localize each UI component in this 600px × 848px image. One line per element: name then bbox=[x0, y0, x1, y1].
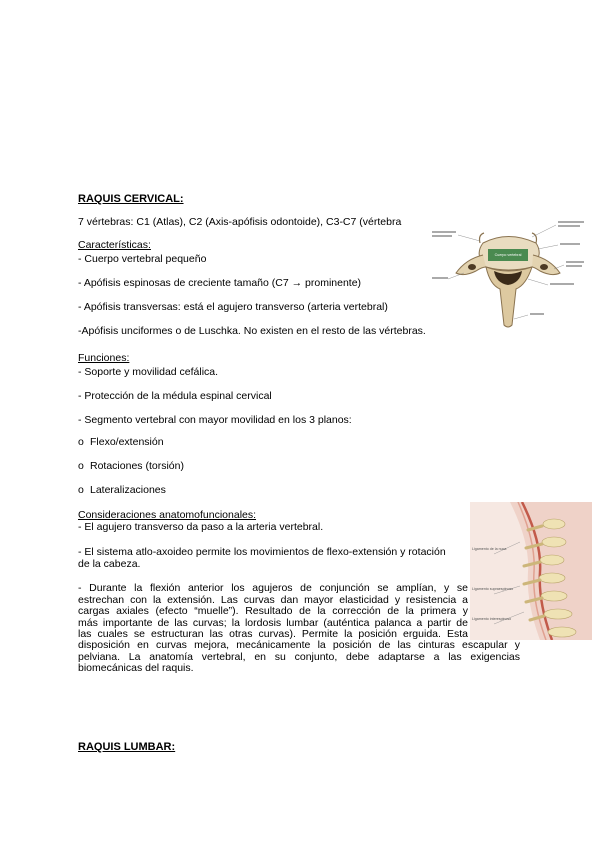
funcion-item: - Protección de la médula espinal cervical bbox=[78, 390, 272, 402]
paragraph-line: biomecánicas del raquis. bbox=[78, 662, 194, 674]
spine-label: Ligamento interespinoso bbox=[472, 617, 512, 621]
caracteristica-item: - Cuerpo vertebral pequeño bbox=[78, 253, 207, 265]
section-heading-lumbar: RAQUIS LUMBAR: bbox=[78, 741, 176, 753]
bullet: o bbox=[78, 484, 84, 496]
consideracion-paragraph bbox=[78, 583, 468, 641]
plano-item bbox=[78, 484, 166, 496]
spine-label: Ligamento de la nuca bbox=[472, 547, 507, 551]
consideracion-item: - El agujero transverso da paso a la arteria vertebral. bbox=[78, 521, 324, 533]
plano-label: Lateralizaciones bbox=[90, 484, 166, 496]
paragraph-line: disposición en curvas mejora, mecánicamente la posición de las cinturas escapular y bbox=[78, 639, 520, 651]
consideracion-item-cont: de la cabeza. bbox=[78, 558, 141, 570]
consideraciones-title: Consideraciones anatomofuncionales: bbox=[78, 509, 257, 521]
paragraph-line: - Durante la flexión anterior los agujeros de conjunción se amplían, y se bbox=[78, 582, 468, 594]
caracteristica-item: - Apófisis transversas: está el agujero transverso (arteria vertebral) bbox=[78, 301, 388, 313]
caracteristica-item: -Apófisis unciformes o de Luschka. No existen en el resto de las vértebras. bbox=[78, 325, 426, 337]
caracteristica-item: - Apófisis espinosas de creciente tamaño (C7 → prominente) bbox=[78, 277, 362, 289]
plano-label: Flexo/extensión bbox=[90, 436, 164, 448]
paragraph-line: las cuales se estructuran las otras curvas). Permite la posición erguida. Esta bbox=[78, 628, 468, 640]
caracteristicas-title: Características: bbox=[78, 239, 151, 251]
paragraph-line: pelviana. La anatomía vertebral, en su conjunto, debe adaptarse a las exigencias bbox=[78, 650, 520, 663]
vertebra-body-label: Cuerpo vertebral bbox=[494, 253, 522, 257]
paragraph-line: cargas axiales (efecto “muelle”). Resultado de la corrección de la primera y bbox=[78, 605, 468, 617]
plano-item bbox=[78, 460, 184, 472]
spine-label: Ligamento supraespinoso bbox=[472, 587, 514, 591]
plano-label: Rotaciones (torsión) bbox=[90, 460, 184, 472]
funcion-item: - Soporte y movilidad cefálica. bbox=[78, 366, 219, 378]
cervical-intro: 7 vértebras: C1 (Atlas), C2 (Axis-apófisis odontoide), C3-C7 (vértebra bbox=[78, 216, 402, 228]
bullet: o bbox=[78, 436, 84, 448]
bullet: o bbox=[78, 460, 84, 472]
plano-item bbox=[78, 436, 164, 448]
cervical-spine-image bbox=[470, 502, 592, 640]
paragraph-line: estrechan con la extensión. Las curvas dan mayor elasticidad y resistencia a bbox=[78, 593, 468, 606]
paragraph-line: más importante de las curvas; la lordosis lumbar (auténtica palanca a partir de bbox=[78, 616, 468, 629]
section-heading-cervical: RAQUIS CERVICAL: bbox=[78, 193, 184, 205]
funciones-title: Funciones: bbox=[78, 352, 130, 364]
cervical-vertebra-image bbox=[428, 215, 588, 330]
funcion-item: - Segmento vertebral con mayor movilidad en los 3 planos: bbox=[78, 414, 352, 426]
consideracion-paragraph-cont bbox=[78, 640, 520, 675]
consideracion-item: - El sistema atlo-axoideo permite los movimientos de flexo-extensión y rotación bbox=[78, 546, 446, 558]
